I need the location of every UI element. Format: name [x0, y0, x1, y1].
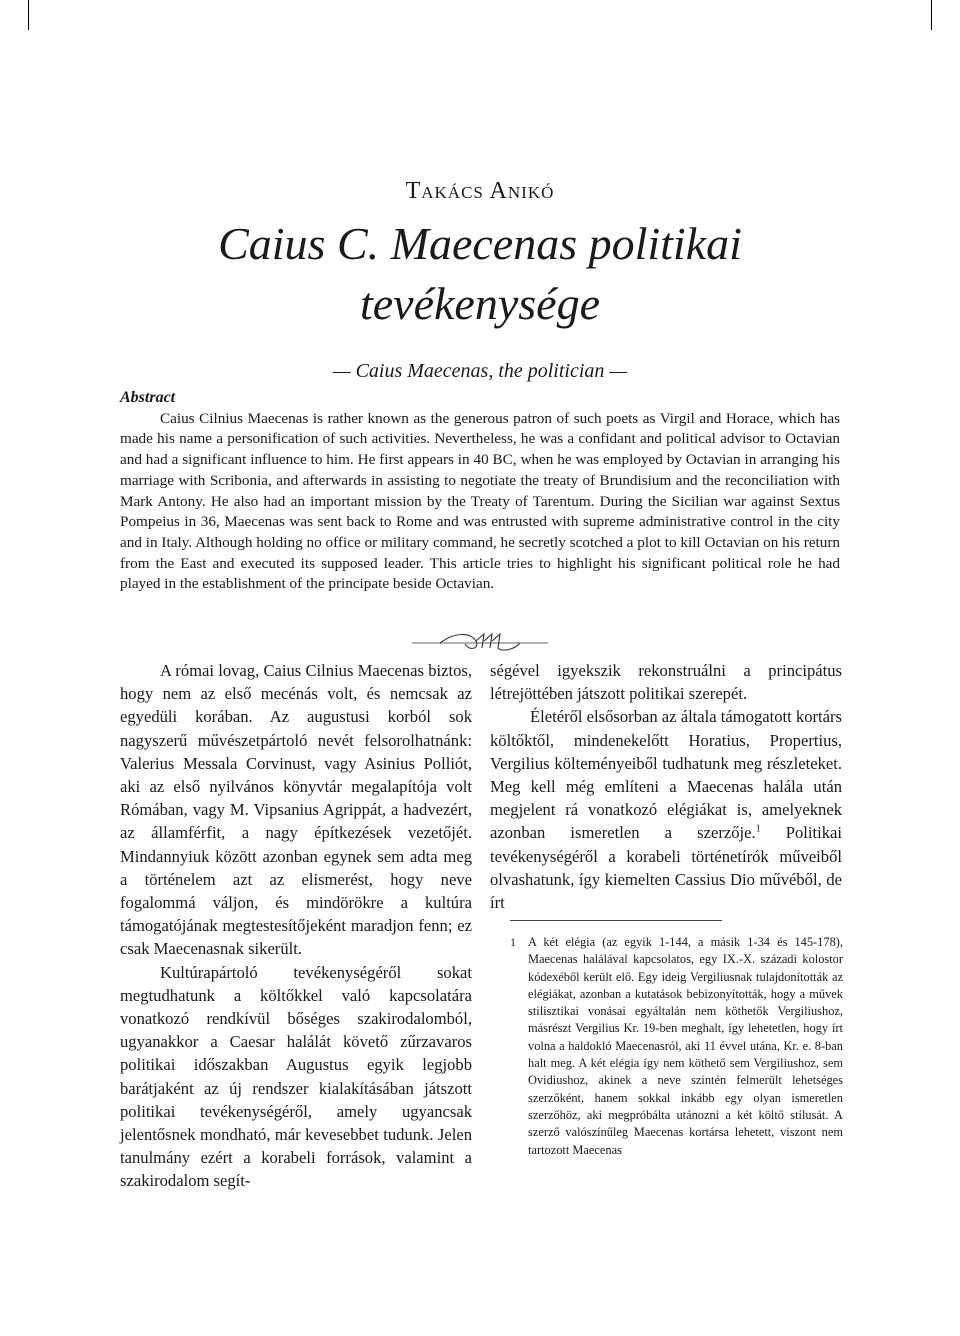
author-name: Takács Anikó: [405, 178, 555, 204]
abstract-text: Caius Cilnius Maecenas is rather known as the generous patron of such poets as Virgil and Horace, which has made his name a personification of such activities. Nevertheless, he was a confidant and political advisor to Octavian and had a significant influence to him. He first appears in 40 BC, when he was employed by Octavian in arranging his marriage with Scribonia, and afterwards in assisting to negotiate the treaty of Brundisium and the reconciliation with Mark Antony. He also had an important mission by the Treaty of Tarentum. During the Sicilian war against Sextus Pompeius in 36, Maecenas was sent back to Rome and was entrusted with supreme administrative control in the city and in Italy. Although holding no office or military command, he secretly scotched a plot to kill Octavian on his return from the East and executed its supposed leader. This article tries to highlight his significant political role he had played in the establishment of the principate beside Octavian.: [120, 409, 840, 593]
ornament-divider-icon: [410, 628, 550, 663]
abstract-section: [120, 388, 840, 595]
body-paragraph: Kultúrapártoló tevékenységéről sokat megtudhatunk a költőkkel való kapcsolatára vonatkozó rendkívül bőséges szakirodalomból, ugyanakkor a Caesar halálát követő zűrzavaros politikai időszakban Augustus egyik legjobb barátjaként az új rendszer kialakításában játszott politikai tevékenységéről, amely ugyancsak jelentősnek mondható, már kevesebbet tudunk. Jelen tanulmány ezért a korabeli források, valamint a szakirodalom segít-: [120, 962, 472, 1191]
body-text: Politikai tevékenységéről a korabeli történetírók műveiből olvashatunk, így kiemelten Cassius Dio művéből, de írt: [490, 823, 842, 913]
body-paragraph: [490, 705, 842, 914]
body-column-left: [120, 659, 472, 1193]
footnote-number: 1: [510, 935, 516, 949]
footnote-reference[interactable]: 1: [755, 823, 761, 835]
abstract-label: Abstract: [120, 389, 176, 406]
body-text: Életéről elsősorban az általa támogatott kortárs költőktől, mindenekelőtt Horatius, Propertius, Vergilius költeményeiből tudhatunk meg részleteket. Meg kell még említeni a Maecenas halála után megjelent rá vonatkozó elégiákat is, amelyeknek azonban ismeretlen a szerzője.: [490, 707, 842, 843]
body-column-right: [490, 659, 842, 914]
body-paragraph: A római lovag, Caius Cilnius Maecenas biztos, hogy nem az első mecénás volt, és nemcsak az egyedüli korában. Az augustusi korból sok nagyszerű művészetpártoló nevét felsorolhatnánk: Valerius Messala Corvinust, vagy Asinius Polliót, aki az első nyilvános könyvtár megalapítója volt Rómában, vagy M. Vipsanius Agrippát, a hadvezért, az államférfit, a nagy építkezések vezetőjét. Mindannyiuk között azonban egynek sem adta meg a történelem azt az elismerést, hogy neve fogalommá váljon, és mindörökre a kultúra támogatójának megtestesítőjeként maradjon fenn; ez csak Maecenasnak sikerült.: [120, 661, 472, 959]
article-title: Caius C. Maecenas politikai tevékenysége: [218, 218, 742, 329]
body-paragraph: ségével igyekszik rekonstruálni a principátus létrejöttében játszott politikai szerepét.: [490, 661, 842, 704]
crop-mark-top-left: [28, 0, 29, 30]
article-subtitle: — Caius Maecenas, the politician —: [332, 360, 628, 382]
footnote-text: A két elégia (az egyik 1-144, a másik 1-34 és 145-178), Maecenas halálával kapcsolatos, egy IX.-X. századi kolostor kódexéből került elő. Egy ideig Vergiliusnak tulajdonították az elégiákat, azonban a kutatások bebizonyították, hogy a művek stilisztikai vonásai egyáltalán nem köthetők Vergiliushoz, másrészt Vergilius Kr. 19-ben meghalt, így lehetetlen, hogy írt volna a haldokló Maecenasról, aki 11 évvel utána, Kr. e. 8-ban halt meg. A két elégia így nem köthető sem Vergiliushoz, sem Ovidiushoz, akinek a neve szintén felmerült lehetséges szerzőként, hanem sokkal inkább egy olyan ismeretlen szerzőhöz, aki megpróbálta utánozni a két költő stílusát. A szerző valószínűleg Maecenas kortársa lehetett, viszont nem tartozott Maecenas: [528, 935, 843, 1157]
footnote: [510, 934, 843, 1159]
crop-mark-top-right: [931, 0, 932, 30]
footnote-rule: [510, 920, 722, 921]
